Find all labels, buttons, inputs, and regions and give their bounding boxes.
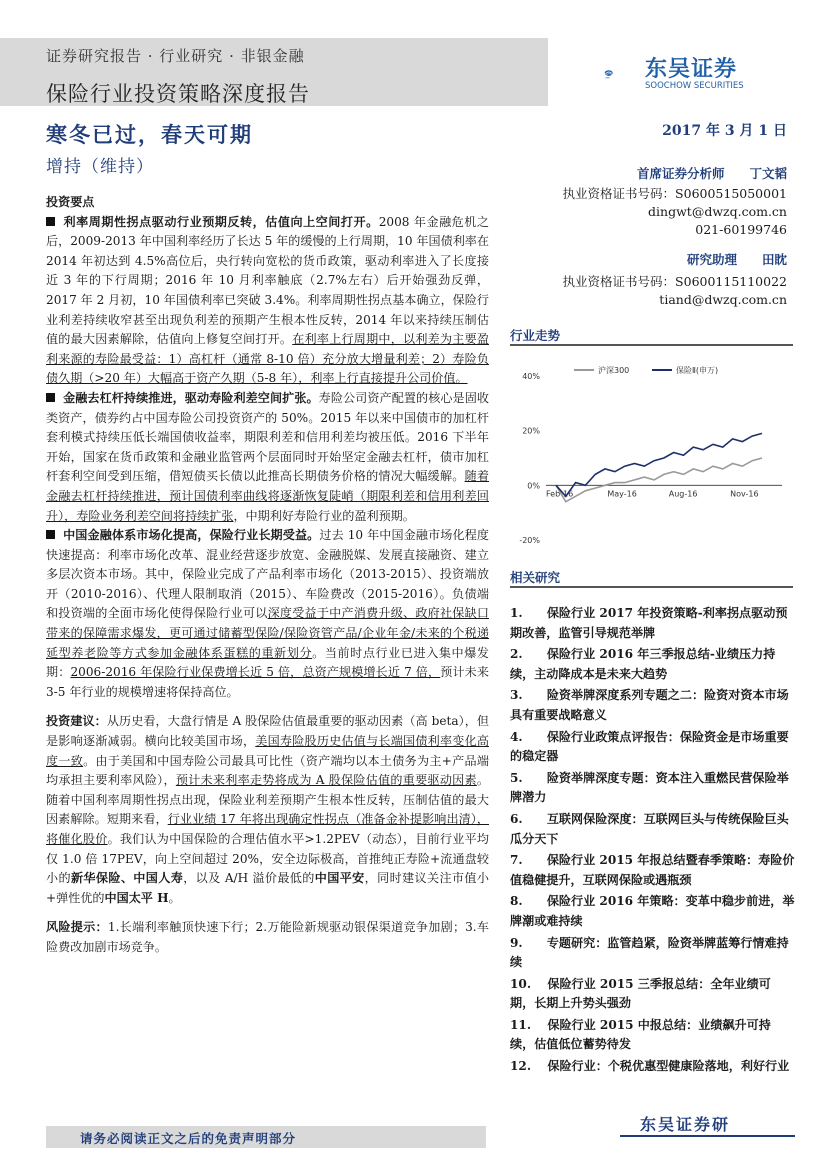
- section-title: 投资要点: [46, 195, 95, 209]
- list-item[interactable]: 11. 保险行业 2015 中报总结：业绩飙升可持续，估值低位蓄势待发: [510, 1017, 771, 1052]
- related-label: 相关研究: [510, 570, 561, 585]
- analyst-2-role: 研究助理: [686, 252, 737, 267]
- bullet-square-icon: [46, 393, 55, 402]
- list-item[interactable]: 7. 保险行业 2015 年报总结暨春季策略：寿险价值稳健提升，互联网保险或遇瓶颈: [510, 853, 795, 887]
- analyst-1-email[interactable]: dingwt@dwzq.com.cn: [648, 204, 787, 219]
- analyst-1-role: 首席证券分析师: [636, 166, 725, 181]
- y-tick-label: -20%: [519, 536, 540, 545]
- analyst-1-role-line: [637, 164, 787, 182]
- brand-english: SOOCHOW SECURITIES: [645, 81, 744, 91]
- list-item[interactable]: 1. 保险行业 2017 年投资策略-利率拐点驱动预期改善，监管引导规范举牌: [510, 606, 788, 640]
- analyst-2-role-line: [687, 250, 787, 268]
- analyst-1-cert: 执业资格证书号码：S0600515050001: [562, 186, 787, 201]
- analyst-1-phone: 021-60199746: [695, 222, 787, 237]
- related-list: [510, 604, 795, 1079]
- industry-trend-chart: [512, 350, 795, 560]
- analyst-1-name: 丁文韬: [749, 166, 787, 181]
- list-item[interactable]: 4. 保险行业政策点评报告：保险资金是市场重要的稳定器: [510, 729, 789, 764]
- investment-advice: 投资建议：从历史看，大盘行情是 A 股保险估值最重要的驱动因素（高 beta），但是影响逐渐减弱。横向比较美国市场，美国寿险股历史估值与长端国债利率变化高度一致。由于美国和中国寿险公司最具可比性（资产端均以本土债务为主+产品端均承担主要利率风险），预计未来利率走势将成为 A 股保险估值的重要驱动因素。随着中国利率周期性拐点出现，保险业利差预期产生根本性反转，压制估值的最大因素解除。短期来看，行业业绩 17 年将出现确定性拐点（准备金补提影响出清），将催化股价。我们认为中国保险的合理估值水平>1.2PEV（动态），目前行业平均仅 1.0 倍 17PEV，向上空间超过 20%，安全边际极高，首推纯正寿险+流通盘较小的新华保险、中国人寿，以及 A/H 溢价最低的中国平安，同时建议关注市值小+弹性优的中国太平 H。: [46, 714, 489, 905]
- analyst-2-name: 田眈: [761, 252, 787, 267]
- analyst-2-email[interactable]: tiand@dwzq.com.cn: [659, 292, 787, 307]
- list-item[interactable]: 5. 险资举牌深度专题：资本注入重燃民营保险举牌潜力: [510, 770, 789, 805]
- legend-entry: 保险Ⅱ(申万): [676, 366, 719, 375]
- x-tick-label: May-16: [607, 489, 637, 499]
- list-item[interactable]: 12. 保险行业：个税优惠型健康险落地，利好行业: [510, 1059, 790, 1074]
- list-item[interactable]: 3. 险资举牌深度系列专题之二：险资对资本市场具有重要战略意义: [510, 688, 789, 722]
- main-body: [46, 193, 489, 958]
- point-3: 中国金融体系市场化提高，保险行业长期受益。过去 10 年中国金融市场化程度快速提高：利率市场化改革、混业经营逐步放宽、金融脱媒、发展直接融资、建立多层次资本市场。其中，保险业完成了产品利率市场化（2013-2015）、投资端放开（2010-2016）、代理人限制取消（2015）、车险费改（2015-2016）。负债端和投资端的全面市场化使得保险行业可以深度受益于中产消费升级、政府社保缺口带来的保障需求爆发，更可通过储蓄型保险/保险资管产品/企业年金/未来的个税递延型养老险等方式参加金融体系蛋糕的重新划分。当前时点行业已进入集中爆发期：2006-2016 年保险行业保费增长近 5 倍，总资产规模增长近 7 倍，预计未来 3-5 年行业的规模增速将保持高位。: [46, 528, 489, 699]
- footer-brand: 东吴证券研: [640, 1115, 731, 1134]
- brand-name: 东吴证券: [645, 57, 738, 82]
- list-item[interactable]: 6. 互联网保险深度：互联网巨头与传统保险巨头瓜分天下: [510, 811, 789, 846]
- report-date: 2017 年 3 月 1 日: [662, 123, 787, 139]
- y-tick-label: 20%: [522, 426, 540, 436]
- bullet-square-icon: [46, 217, 55, 226]
- point-1: 利率周期性拐点驱动行业预期反转，估值向上空间打开。2008 年金融危机之后，2009-2013 年中国利率经历了长达 5 年的缓慢的上行周期，10 年国债利率在 2014 年初达到 4.5%高位后，央行转向宽松的货币政策，驱动利率进入了长度接近 3 年的下行周期；2016 年 10 月利率触底（2.7%左右）后开始强劲反弹，2017 年 2 月初，10 年国债利率已突破 3.4%。利率周期性拐点基本确立，保险行业利差持续收窄甚至出现负利差的预期产生根本性反转，2014 年以来持续压制估值的最大因素解除，估值向上修复空间打开。在利率上行周期中，以利差为主要盈利来源的寿险最受益：1）高杠杆（通常 8-10 倍）充分放大增量利差；2）寿险负债久期（>20 年）大幅高于资产久期（5-8 年），利率上行直接提升公司价值。: [46, 214, 489, 386]
- list-item[interactable]: 10. 保险行业 2015 三季报总结：全年业绩可期，长期上升势头强劲: [510, 976, 771, 1011]
- bullet-square-icon: [46, 530, 55, 539]
- rating: 增持（维持）: [46, 157, 154, 177]
- footer-rule: [620, 1135, 795, 1137]
- legend-entry: 沪深300: [598, 366, 630, 375]
- list-item[interactable]: 8. 保险行业 2016 年策略：变革中稳步前进，举牌潮或难持续: [510, 894, 795, 928]
- x-tick-label: Feb-16: [546, 489, 574, 499]
- report-type-title: 保险行业投资策略深度报告: [46, 82, 310, 106]
- list-item[interactable]: 9. 专题研究：监管趋紧，险资举牌蓝筹行情难持续: [510, 935, 789, 970]
- svg-text:SCS: SCS: [605, 77, 610, 80]
- x-tick-label: Nov-16: [730, 489, 759, 499]
- point-2: 金融去杠杆持续推进，驱动寿险利差空间扩张。寿险公司资产配置的核心是固收类资产，债券约占中国寿险公司投资资产的 50%。2015 年以来中国债市的加杠杆套利模式持续压低长端国债收益率，期限利差和信用利差均被压低。2016 下半年开始，国家在货币政策和金融业监管两个层面同时开始坚定金融去杠杆，债市加杠杆套利空间受到压缩，借短债买长债以此推高长期债务价格的情况大幅缓解。随着金融去杠杆持续推进，预计国债利率曲线将逐渐恢复陡峭（期限利差和信用利差回升），寿险业务利差空间将持续扩张，中期利好寿险行业的盈利预期。: [46, 390, 489, 523]
- trend-rule: [510, 344, 793, 346]
- y-tick-label: 40%: [522, 372, 540, 381]
- risk-warning: 风险提示：1.长端利率触顶快速下行；2.万能险新规驱动银保渠道竞争加剧；3.车险费改加剧市场竞争。: [46, 920, 489, 954]
- list-item[interactable]: 2. 保险行业 2016 年三季报总结-业绩压力持续，主动降成本是未来大趋势: [510, 647, 776, 681]
- page-title: 寒冬已过，春天可期: [46, 122, 253, 147]
- trend-label: 行业走势: [510, 328, 561, 343]
- y-tick-label: 0%: [527, 481, 540, 491]
- breadcrumb: 证券研究报告 · 行业研究 · 非银金融: [46, 47, 305, 65]
- analyst-2-cert: 执业资格证书号码：S0600115110022: [562, 274, 787, 289]
- x-tick-label: Aug-16: [668, 489, 698, 499]
- related-rule: [510, 586, 793, 588]
- footer-disclaimer[interactable]: 请务必阅读正文之后的免责声明部分: [80, 1131, 297, 1146]
- soochow-logo-icon: [604, 52, 644, 96]
